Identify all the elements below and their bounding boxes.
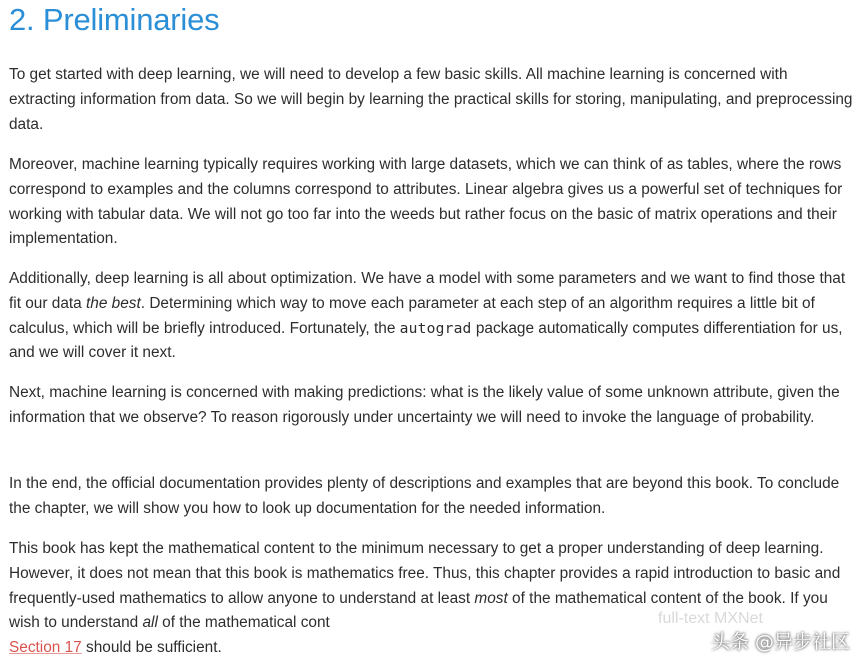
watermark-logo-icon: [683, 630, 705, 652]
paragraph-probability: Next, machine learning is concerned with making predictions: what is the likely value of some unknown attribute, given the information that we observe? To reason rigorously under uncertainty we will need to invoke the language of probability.: [9, 384, 840, 426]
watermark: [683, 627, 850, 654]
paragraph-optimization: Additionally, deep learning is all about optimization. We have a model with some parameters and we want to find those that fit our data the best. Determining which way to move each parameter at each step of an algorithm requires a little bit of calculus, which will be briefly introduced. Fortunately, the autograd package automatically computes differentiation for us, and we will cover it next.: [9, 270, 846, 362]
paragraph-linear-algebra: Moreover, machine learning typically requires working with large datasets, which we can think of as tables, where the rows correspond to examples and the columns correspond to attributes. Linear algebra gives us a powerful set of techniques for working with tabular data. We will not go too far into the weeds but rather focus on the basic of matrix operations and their implementation.: [9, 156, 843, 248]
emphasis-the-best: the best: [86, 294, 141, 312]
emphasis-all: all: [142, 614, 158, 632]
section-17-link[interactable]: Section 17: [9, 639, 82, 657]
watermark-ghost-text: full-text MXNet: [658, 610, 763, 627]
paragraph-documentation: In the end, the official documentation provides plenty of descriptions and examples that are beyond this book. To conclude the chapter, we will show you how to look up documentation for the needed information.: [9, 475, 840, 517]
page-title: 2. Preliminaries: [9, 2, 220, 37]
paragraph-intro: To get started with deep learning, we will need to develop a few basic skills. All machine learning is concerned with extracting information from data. So we will begin by learning the practical skills for storing, manipulating, and preprocessing data.: [9, 66, 853, 133]
paragraph-mathematics: This book has kept the mathematical content to the minimum necessary to get a proper understanding of deep learning. However, it does not mean that this book is mathematics free. Thus, this chapter provides a rapid introduction to basic and frequently-used mathematics to allow anyone to understand at least most of the mathematical content of the book. If you wish to understand all of the mathematical cont Section 17 should be sufficient.: [9, 540, 841, 657]
watermark-label: 头条 @异步社区: [710, 631, 850, 653]
emphasis-most: most: [474, 589, 508, 607]
inline-code-autograd: autograd: [399, 319, 472, 337]
